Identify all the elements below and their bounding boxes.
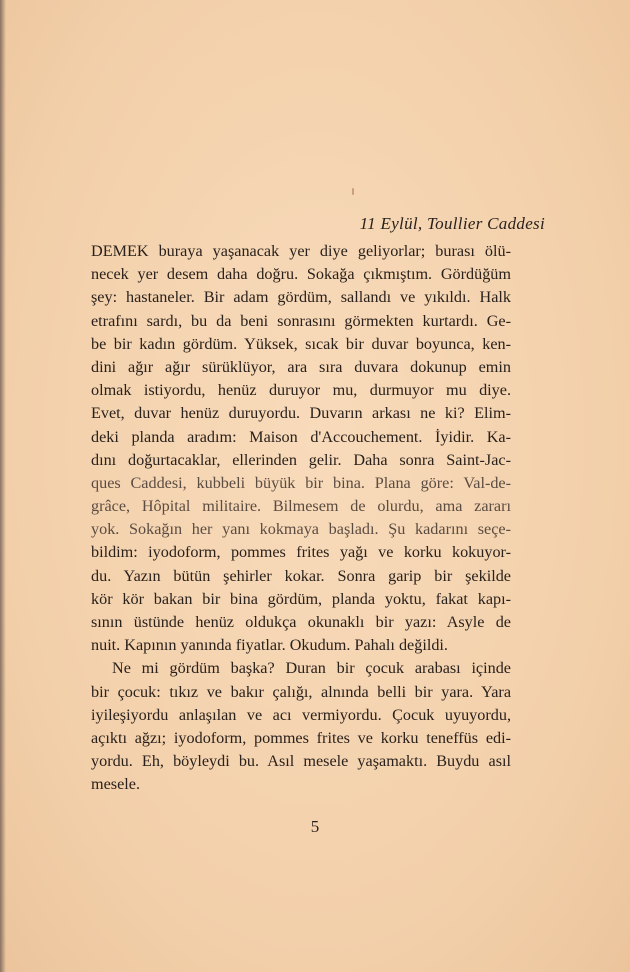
text-line: kör kör bakan bir bina gördüm, planda yoktu, fakat kapı- [91, 589, 511, 608]
text-line: sının üstünde henüz oldukça okunaklı bir yazı: Asyle de [91, 613, 511, 631]
text-line: etrafını sardı, bu da beni sonrasını görmekten kurtardı. Ge- [91, 311, 511, 330]
text-line: olmak istiyordu, henüz duruyor mu, durmuyor mu diye. [91, 381, 511, 400]
text-line: yok. Sokağın her yanı kokmaya başladı. Şu kadarını seçe- [91, 520, 511, 539]
text-line: grâce, Hôpital militaire. Bilmesem de olurdu, ama zararı [91, 497, 511, 516]
text-line: bildim: iyodoform, pommes frites yağı ve korku kokuyor- [91, 543, 511, 562]
text-line: mesele. [91, 775, 140, 794]
text-line: yordu. Eh, böyleydi bu. Asıl mesele yaşamaktı. Buydu asıl [91, 752, 511, 771]
text-line: DEMEK buraya yaşanacak yer diye geliyorlar; burası ölü- [91, 242, 511, 260]
body-text [91, 240, 511, 797]
text-line: iyileşiyordu anlaşılan ve acı vermiyordu. Çocuk uyuyordu, [91, 705, 511, 724]
running-head: 11 Eylül, Toullier Caddesi [359, 214, 545, 233]
text-line: be bir kadın gördüm. Yüksek, sıcak bir duvar boyunca, ken- [91, 334, 511, 353]
text-line: du. Yazın bütün şehirler kokar. Sonra garip bir şekilde [91, 566, 511, 585]
text-line: deki planda aradım: Maison d'Accouchement. İyidir. Ka- [91, 427, 511, 446]
text-line: şey: hastaneler. Bir adam gördüm, sallandı ve yıkıldı. Halk [91, 288, 511, 307]
text-line: dini ağır ağır sürüklüyor, ara sıra duvara dokunup emin [91, 357, 511, 376]
text-line: necek yer desem daha doğru. Sokağa çıkmıştım. Gördüğüm [91, 265, 511, 284]
text-line: Evet, duvar henüz duruyordu. Duvarın arkası ne ki? Elim- [91, 404, 511, 423]
text-line: Ne mi gördüm başka? Duran bir çocuk arabası içinde [112, 659, 511, 678]
paper-speck [352, 188, 354, 195]
text-line: açıktı ağzı; iyodoform, pommes frites ve korku teneffüs edi- [91, 728, 511, 747]
text-line: ques Caddesi, kubbeli büyük bir bina. Plana göre: Val-de- [91, 473, 511, 492]
text-line: bir çocuk: tıkız ve bakır çalığı, alnında belli bir yara. Yara [91, 682, 511, 701]
page-number: 5 [310, 817, 320, 836]
text-line: dını doğurtacaklar, ellerinden gelir. Daha sonra Saint-Jac- [91, 450, 511, 469]
text-line: nuit. Kapının yanında fiyatlar. Okudum. Pahalı değildi. [91, 636, 448, 655]
